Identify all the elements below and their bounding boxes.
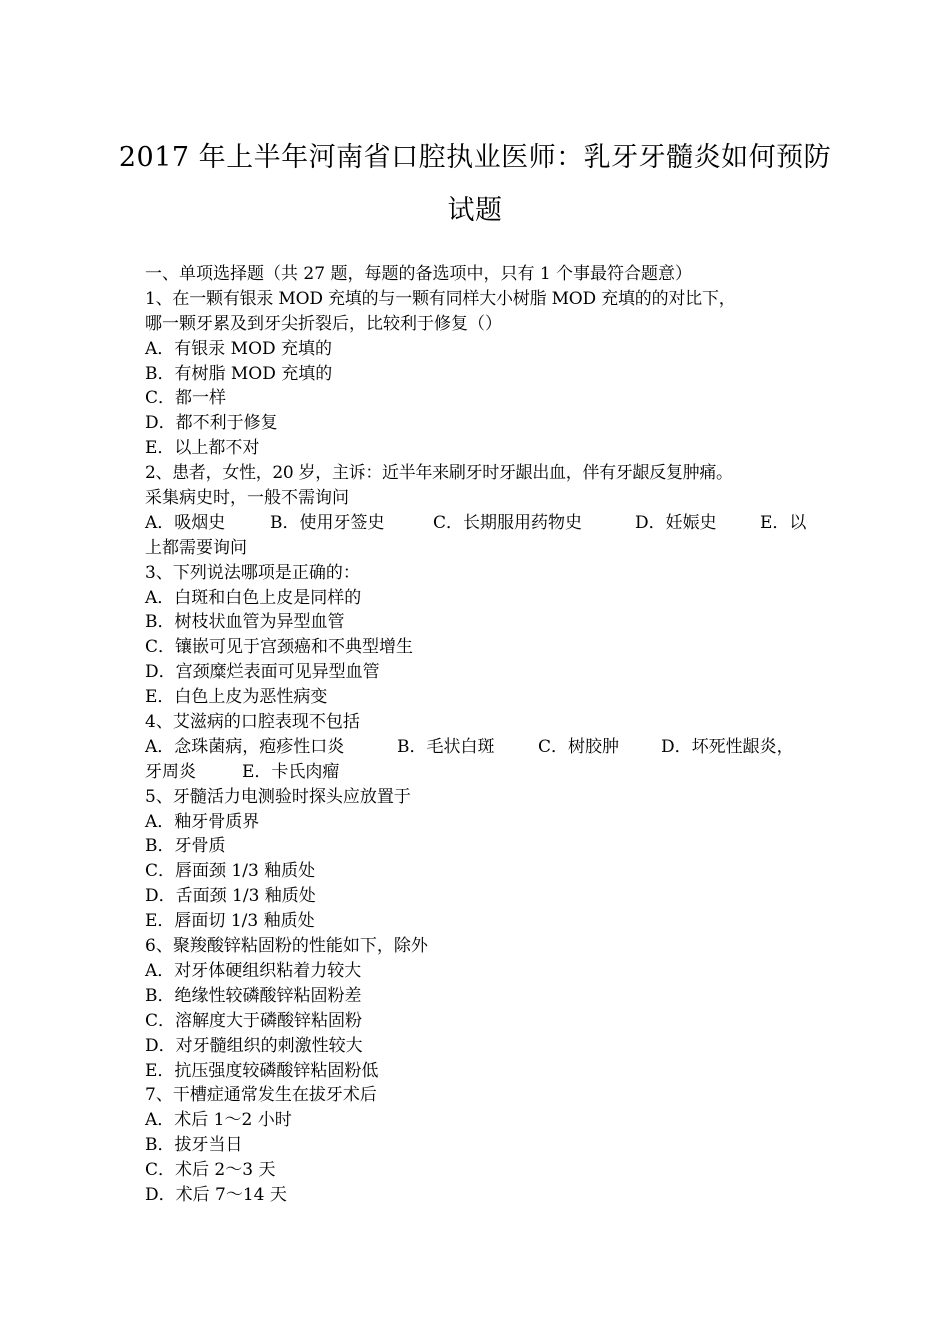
q4-option-d-cont: 牙周炎 xyxy=(145,761,196,782)
q2-option-c: C．长期服用药物史 xyxy=(433,512,583,533)
q2-option-e: E．以 xyxy=(760,512,807,533)
q1-option-c: C．都一样 xyxy=(145,388,227,409)
question-4-stem: 4、艾滋病的口腔表现不包括 xyxy=(145,712,360,733)
question-7-stem: 7、干槽症通常发生在拔牙术后 xyxy=(145,1085,377,1106)
q2-inline-options xyxy=(145,511,810,536)
q1-option-b: B．有树脂 MOD 充填的 xyxy=(145,363,333,384)
q4-option-a: A．念珠菌病，疱疹性口炎 xyxy=(145,736,345,757)
q1-option-d: D．都不利于修复 xyxy=(145,413,278,434)
q7-option-c: C．术后 2～3 天 xyxy=(145,1160,276,1181)
q4-inline-options xyxy=(145,735,810,760)
q1-option-a: A．有银汞 MOD 充填的 xyxy=(145,338,333,359)
q6-option-e: E．抗压强度较磷酸锌粘固粉低 xyxy=(145,1060,379,1081)
q5-option-b: B．牙骨质 xyxy=(145,836,226,857)
section-heading: 一、单项选择题（共 27 题，每题的备选项中，只有 1 个事最符合题意） xyxy=(145,264,693,284)
q7-option-b: B．拔牙当日 xyxy=(145,1135,243,1156)
q3-option-c: C．镶嵌可见于宫颈癌和不典型增生 xyxy=(145,637,414,658)
q2-option-a: A．吸烟史 xyxy=(145,512,226,533)
q4-option-b: B．毛状白斑 xyxy=(397,736,495,757)
question-2-stem: 2、患者，女性，20 岁，主诉：近半年来刷牙时牙龈出血，伴有牙龈反复肿痛。 xyxy=(145,463,733,484)
q5-option-c: C．唇面颈 1/3 釉质处 xyxy=(145,861,316,882)
question-5-stem: 5、牙髓活力电测验时探头应放置于 xyxy=(145,786,411,807)
q7-option-a: A．术后 1～2 小时 xyxy=(145,1110,292,1131)
q3-option-b: B．树枝状血管为异型血管 xyxy=(145,612,345,633)
q3-option-a: A．白斑和白色上皮是同样的 xyxy=(145,587,362,608)
q4-inline-options-cont xyxy=(145,760,810,785)
doc-title-continuation: 试题 xyxy=(447,195,503,226)
doc-title: 2017 年上半年河南省口腔执业医师：乳牙牙髓炎如何预防 xyxy=(118,142,832,173)
q4-option-d: D．坏死性龈炎， xyxy=(661,736,794,757)
q6-option-b: B．绝缘性较磷酸锌粘固粉差 xyxy=(145,985,362,1006)
q6-option-a: A．对牙体硬组织粘着力较大 xyxy=(145,960,362,981)
q1-option-e: E．以上都不对 xyxy=(145,438,260,459)
question-3-stem: 3、下列说法哪项是正确的： xyxy=(145,562,360,583)
q5-option-e: E．唇面切 1/3 釉质处 xyxy=(145,911,315,932)
question-2-stem-cont: 采集病史时，一般不需询问 xyxy=(145,488,349,509)
question-6-stem: 6、聚羧酸锌粘固粉的性能如下，除外 xyxy=(145,936,428,957)
question-1-stem: 1、在一颗有银汞 MOD 充填的与一颗有同样大小树脂 MOD 充填的的对比下， xyxy=(145,288,736,309)
q3-option-e: E．白色上皮为恶性病变 xyxy=(145,687,328,708)
q5-option-a: A．釉牙骨质界 xyxy=(145,811,260,832)
q2-option-d: D．妊娠史 xyxy=(635,512,717,533)
q3-option-d: D．宫颈糜烂表面可见异型血管 xyxy=(145,662,380,683)
exam-content xyxy=(145,262,810,1208)
q2-option-e-cont: 上都需要询问 xyxy=(145,537,247,558)
q4-option-e: E．卡氏肉瘤 xyxy=(242,761,340,782)
q6-option-c: C．溶解度大于磷酸锌粘固粉 xyxy=(145,1010,363,1031)
q2-option-b: B．使用牙签史 xyxy=(270,512,385,533)
question-1-stem-cont: 哪一颗牙累及到牙尖折裂后，比较利于修复（） xyxy=(145,313,502,334)
q6-option-d: D．对牙髓组织的刺激性较大 xyxy=(145,1035,363,1056)
q4-option-c: C．树胶肿 xyxy=(538,736,620,757)
q5-option-d: D．舌面颈 1/3 釉质处 xyxy=(145,886,316,907)
q7-option-d: D．术后 7～14 天 xyxy=(145,1184,287,1205)
